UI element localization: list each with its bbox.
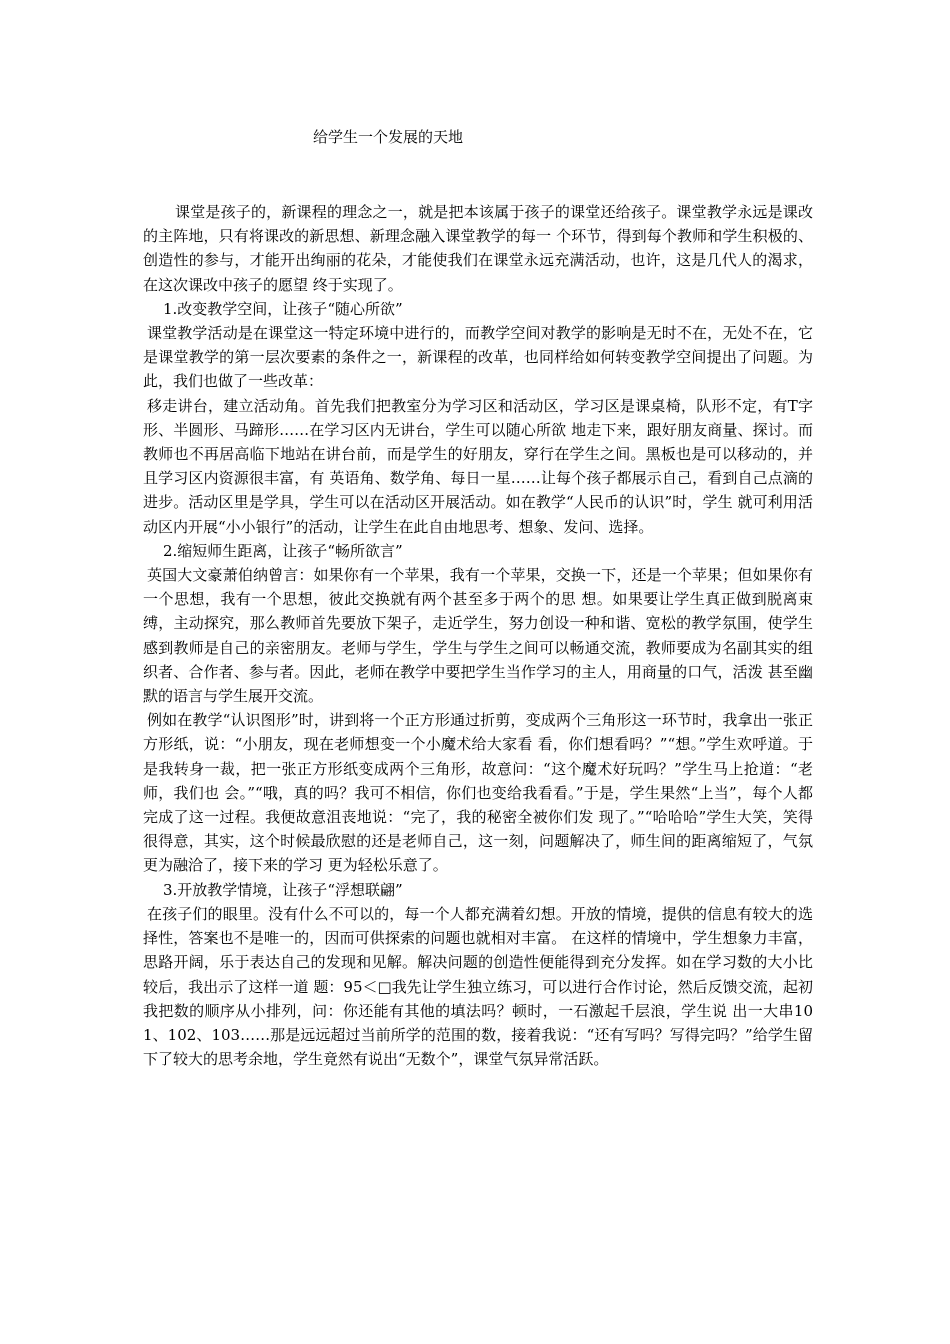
- document-body: [143, 200, 813, 1071]
- section-1-paragraph-1: 课堂教学活动是在课堂这一特定环境中进行的，而教学空间对教学的影响是无时不在，无处不在，它是课堂教学的第一层次要素的条件之一，新课程的改革，也同样给如何转变教学空间提出了问题。为此，我们也做了一些改革：: [143, 324, 813, 391]
- section-1-heading: 1.改变教学空间，让孩子“随心所欲”: [163, 299, 403, 318]
- section-2-paragraph-2: 例如在教学“认识图形”时，讲到将一个正方形通过折剪，变成两个三角形这一环节时，我拿出一张正方形纸，说：“小朋友，现在老师想变一个小魔术给大家看 看，你们想看吗？”“想。”学生欢呼道。于是我转身一裁，把一张正方形纸变成两个三角形，故意问：“这个魔术好玩吗？”学生马上抢道：“老师，我们也 会。”“哦，真的吗？我可不相信，你们也变给我看看。”于是，学生果然“上当”，每个人都完成了这一过程。我便故意沮丧地说：“完了，我的秘密全被你们发 现了。”“哈哈哈”学生大笑，笑得很得意，其实，这个时候最欣慰的还是老师自己，这一刻，问题解决了，师生间的距离缩短了，气氛更为融洽了，接下来的学习 更为轻松乐意了。: [143, 711, 813, 875]
- intro-paragraph: 课堂是孩子的，新课程的理念之一，就是把本该属于孩子的课堂还给孩子。课堂教学永远是课改的主阵地，只有将课改的新思想、新理念融入课堂教学的每一 个环节，得到每个教师和学生积极的、创造性的参与，才能开出绚丽的花朵，才能使我们在课堂永远充满活动，也许，这是几代人的渴求，在这次课改中孩子的愿望 终于实现了。: [143, 203, 813, 294]
- section-3-heading: 3.开放教学情境，让孩子“浮想联翩”: [163, 880, 403, 899]
- section-2-paragraph-1: 英国大文豪萧伯纳曾言：如果你有一个苹果，我有一个苹果，交换一下，还是一个苹果；但如果你有一个思想，我有一个思想，彼此交换就有两个甚至多于两个的思 想。如果要让学生真正做到脱离束缚，主动探究，那么教师首先要放下架子，走近学生，努力创设一种和谐、宽松的教学氛围，使学生感到教师是自己的亲密朋友。老师与学生，学生与学生之间可以畅通交流，教师要成为名副其实的组织者、合作者、参与者。因此，老师在教学中要把学生当作学习的主人，用商量的口气，活泼 甚至幽默的语言与学生展开交流。: [143, 566, 813, 706]
- document-title: 给学生一个发展的天地: [313, 128, 464, 146]
- section-2-heading: 2.缩短师生距离，让孩子“畅所欲言”: [163, 541, 403, 560]
- section-1-paragraph-2: 移走讲台，建立活动角。首先我们把教室分为学习区和活动区，学习区是课桌椅，队形不定，有T字形、半圆形、马蹄形……在学习区内无讲台，学生可以随心所欲 地走下来，跟好朋友商量、探讨。而教师也不再居高临下地站在讲台前，而是学生的好朋友，穿行在学生之间。黑板也是可以移动的，并且学习区内资源很丰富，有 英语角、数学角、每日一星……让每个孩子都展示自己，看到自己点滴的进步。活动区里是学具，学生可以在活动区开展活动。如在教学“人民币的认识”时，学生 就可利用活动区内开展“小小银行”的活动，让学生在此自由地思考、想象、发问、选择。: [143, 396, 813, 536]
- section-3-paragraph-1: 在孩子们的眼里。没有什么不可以的，每一个人都充满着幻想。开放的情境，提供的信息有较大的选择性，答案也不是唯一的，因而可供探索的问题也就相对丰富。 在这样的情境中，学生想象力丰富，思路开阔，乐于表达自己的发现和见解。解决问题的创造性便能得到充分发挥。如在学习数的大小比较后，我出示了这样一道 题：95＜□我先让学生独立练习，可以进行合作讨论，然后反馈交流，起初我把数的顺序从小排列，问：你还能有其他的填法吗？顿时，一石激起千层浪，学生说 出一大串101、102、103……那是远远超过当前所学的范围的数，接着我说：“还有写吗？写得完吗？”给学生留下了较大的思考余地，学生竟然有说出“无数个”，课堂气氛异常活跃。: [143, 904, 813, 1069]
